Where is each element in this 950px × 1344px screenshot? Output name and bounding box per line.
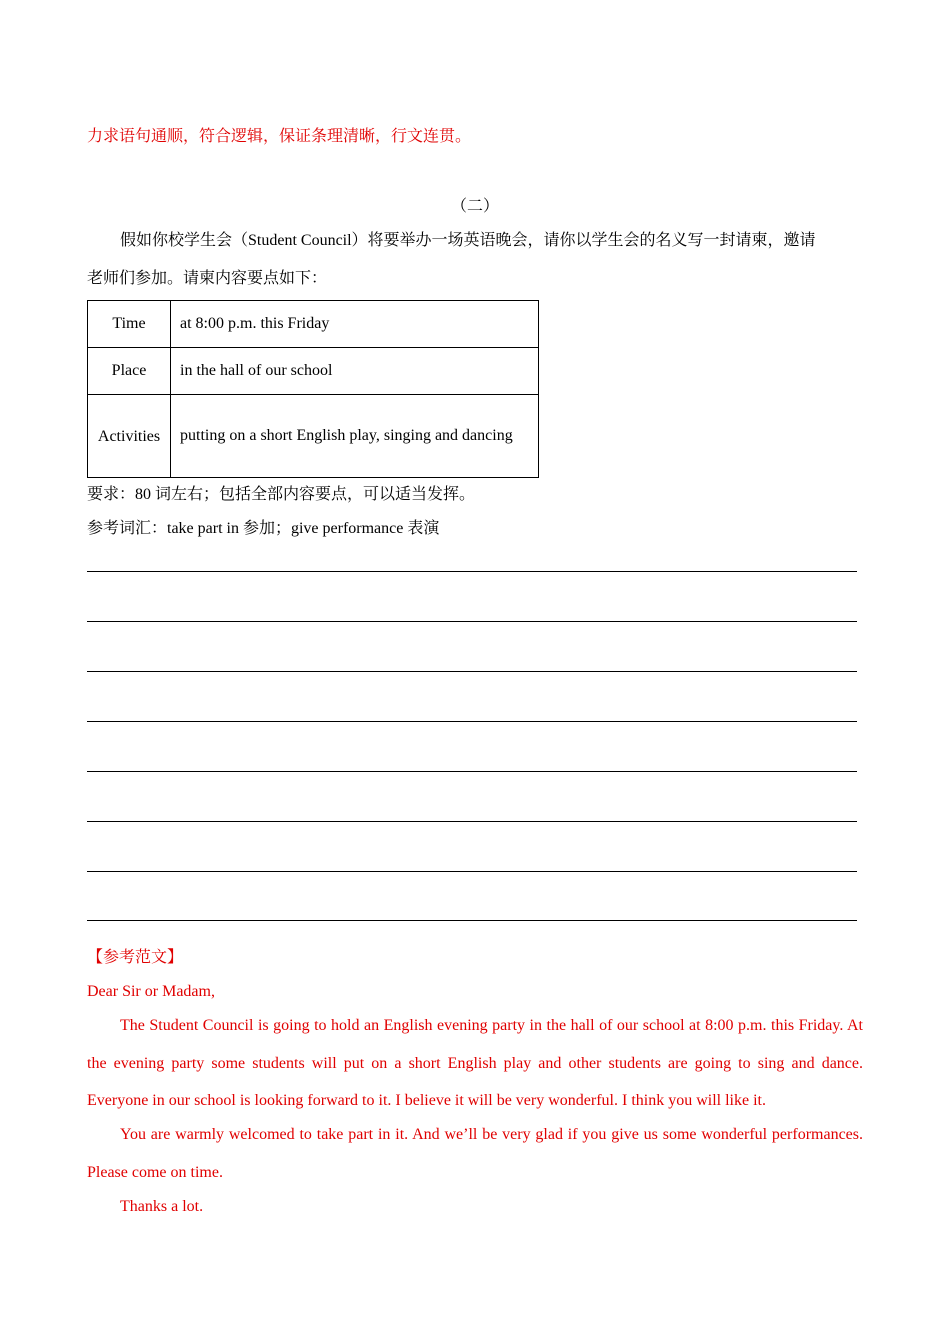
table-row — [88, 348, 539, 395]
table-key-time: Time — [88, 301, 171, 348]
table-row — [88, 301, 539, 348]
answer-line[interactable] — [87, 571, 857, 572]
reference-heading: 【参考范文】 — [87, 949, 184, 966]
table-value-place: in the hall of our school — [171, 348, 539, 395]
reference-closing: Thanks a lot. — [120, 1198, 204, 1215]
table-key-place: Place — [88, 348, 171, 395]
section-title: （二） — [450, 198, 499, 215]
answer-line[interactable] — [87, 821, 857, 822]
answer-line[interactable] — [87, 771, 857, 772]
vocabulary-text: 参考词汇：take part in 参加；give performance 表演 — [87, 520, 440, 537]
table-key-activities: Activities — [97, 427, 161, 445]
answer-line[interactable] — [87, 671, 857, 672]
answer-line[interactable] — [87, 721, 857, 722]
intro-line-1: 假如你校学生会（Student Council）将要举办一场英语晚会，请你以学生会的名义写一封请柬，邀请 — [120, 232, 816, 249]
table-value-time: at 8:00 p.m. this Friday — [171, 301, 539, 348]
answer-line[interactable] — [87, 871, 857, 872]
table-value-activities: putting on a short English play, singing and dancing — [171, 395, 539, 478]
reference-paragraph-1: The Student Council is going to hold an English evening party in the hall of our school at 8:00 p.m. this Friday. At the evening party some students will put on a short English play and other students are going to sing and dance. Everyone in our school is looking forward to it. I believe it will be very wonderful. I think you will like it. — [87, 1017, 863, 1109]
reference-greeting: Dear Sir or Madam, — [87, 983, 215, 1000]
table-row — [88, 395, 539, 478]
answer-line[interactable] — [87, 920, 857, 921]
instruction-note: 力求语句通顺，符合逻辑，保证条理清晰，行文连贯。 — [87, 128, 472, 145]
reference-paragraph-2: You are warmly welcomed to take part in it. And we’ll be very glad if you give us some wonderful performances. Please come on time. — [87, 1126, 863, 1181]
requirement-text: 要求：80 词左右；包括全部内容要点，可以适当发挥。 — [87, 486, 476, 503]
answer-line[interactable] — [87, 621, 857, 622]
invitation-points-table — [87, 300, 539, 478]
table-key-activities-cell — [88, 395, 171, 478]
intro-line-2: 老师们参加。请柬内容要点如下： — [87, 270, 328, 287]
